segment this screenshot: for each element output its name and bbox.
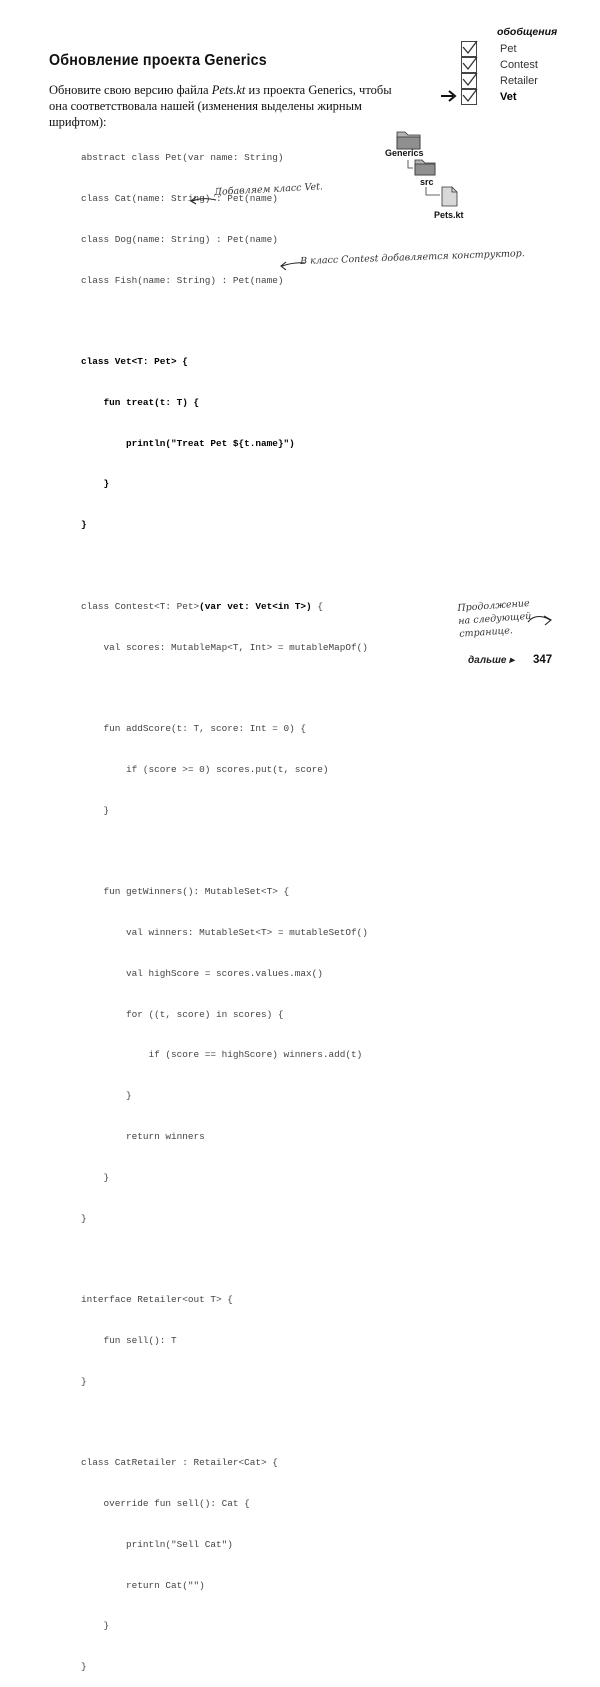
code-line: class Cat(name: String) : Pet(name) — [81, 192, 278, 204]
file-tree — [380, 130, 490, 230]
checklist-label: Retailer — [500, 74, 538, 87]
code-line — [81, 600, 368, 614]
checkbox-icon — [461, 89, 477, 105]
code-line-added: } — [81, 478, 110, 490]
code-line: fun addScore(t: T, score: Int = 0) { — [81, 723, 307, 735]
tree-root-label: Generics — [385, 148, 424, 158]
tree-folder-label: src — [420, 177, 434, 187]
code-line: } — [81, 1661, 87, 1673]
code-line: val scores: MutableMap<T, Int> = mutableMapOf() — [81, 641, 368, 653]
code-fragment: class Contest<T: Pet> — [81, 600, 200, 612]
annotation-contest-ctor: В класс Contest добавляется конструктор. — [300, 248, 525, 267]
checklist-item-vet — [461, 88, 538, 105]
annotation-add-vet: Добавляем класс Vet. — [214, 181, 324, 198]
code-line: return Cat("") — [81, 1579, 205, 1591]
annotation-continued — [457, 597, 533, 641]
code-line: } — [81, 1171, 110, 1183]
code-listing — [81, 124, 368, 1687]
code-line: } — [81, 1375, 87, 1387]
code-line: if (score == highScore) winners.add(t) — [81, 1049, 363, 1061]
code-line-added: class Vet<T: Pet> { — [81, 356, 188, 368]
code-line: class Fish(name: String) : Pet(name) — [81, 274, 284, 286]
code-line: class Dog(name: String) : Pet(name) — [81, 233, 278, 245]
annotation-line: Продолжение — [457, 597, 530, 614]
tree-file-label: Pets.kt — [434, 210, 464, 220]
code-fragment: { — [311, 600, 323, 612]
page-number: 347 — [533, 654, 553, 666]
code-line: } — [81, 804, 110, 816]
checklist-label: Vet — [500, 90, 517, 103]
annotation-arrow-icon — [526, 608, 554, 634]
code-line: fun getWinners(): MutableSet<T> { — [81, 886, 290, 898]
code-line: interface Retailer<out T> { — [81, 1294, 233, 1306]
code-line: } — [81, 1620, 110, 1632]
code-line: fun sell(): T — [81, 1334, 177, 1346]
intro-text: Обновите свою версию файла — [49, 83, 212, 97]
code-line: abstract class Pet(var name: String) — [81, 152, 284, 164]
annotation-line: странице. — [458, 625, 514, 640]
checklist-label: Contest — [500, 58, 538, 71]
intro-text: из проекта Generics, чтобы она соответствовала нашей (изменения выделены жирным шрифтом): — [49, 83, 392, 129]
current-item-arrow-icon — [441, 90, 461, 102]
annotation-line: на следующей — [457, 610, 532, 627]
next-page-link[interactable]: дальше ▸ — [468, 655, 515, 666]
code-line: for ((t, score) in scores) { — [81, 1008, 284, 1020]
intro-filename: Pets.kt — [211, 83, 246, 97]
chapter-checklist — [461, 40, 538, 104]
code-line-added: } — [81, 519, 87, 531]
section-label: обобщения — [497, 26, 558, 38]
page-title: Обновление проекта Generics — [49, 52, 267, 69]
checklist-label: Pet — [500, 42, 517, 55]
code-line: class CatRetailer : Retailer<Cat> { — [81, 1457, 278, 1469]
code-line: } — [81, 1212, 87, 1224]
code-line: val highScore = scores.values.max() — [81, 967, 323, 979]
code-line: return winners — [81, 1130, 205, 1142]
code-line: println("Sell Cat") — [81, 1538, 233, 1550]
intro-paragraph — [49, 82, 409, 130]
code-fragment-added: (var vet: Vet<in T>) — [199, 600, 312, 612]
code-line: val winners: MutableSet<T> = mutableSetOf() — [81, 927, 368, 939]
folder-icon — [397, 132, 420, 149]
file-icon — [442, 187, 457, 206]
code-line: override fun sell(): Cat { — [81, 1497, 250, 1509]
code-line-added: println("Treat Pet ${t.name}") — [81, 437, 295, 449]
code-line: } — [81, 1090, 132, 1102]
folder-icon — [415, 160, 435, 175]
code-line-added: fun treat(t: T) { — [81, 396, 200, 408]
code-line: if (score >= 0) scores.put(t, score) — [81, 763, 329, 775]
